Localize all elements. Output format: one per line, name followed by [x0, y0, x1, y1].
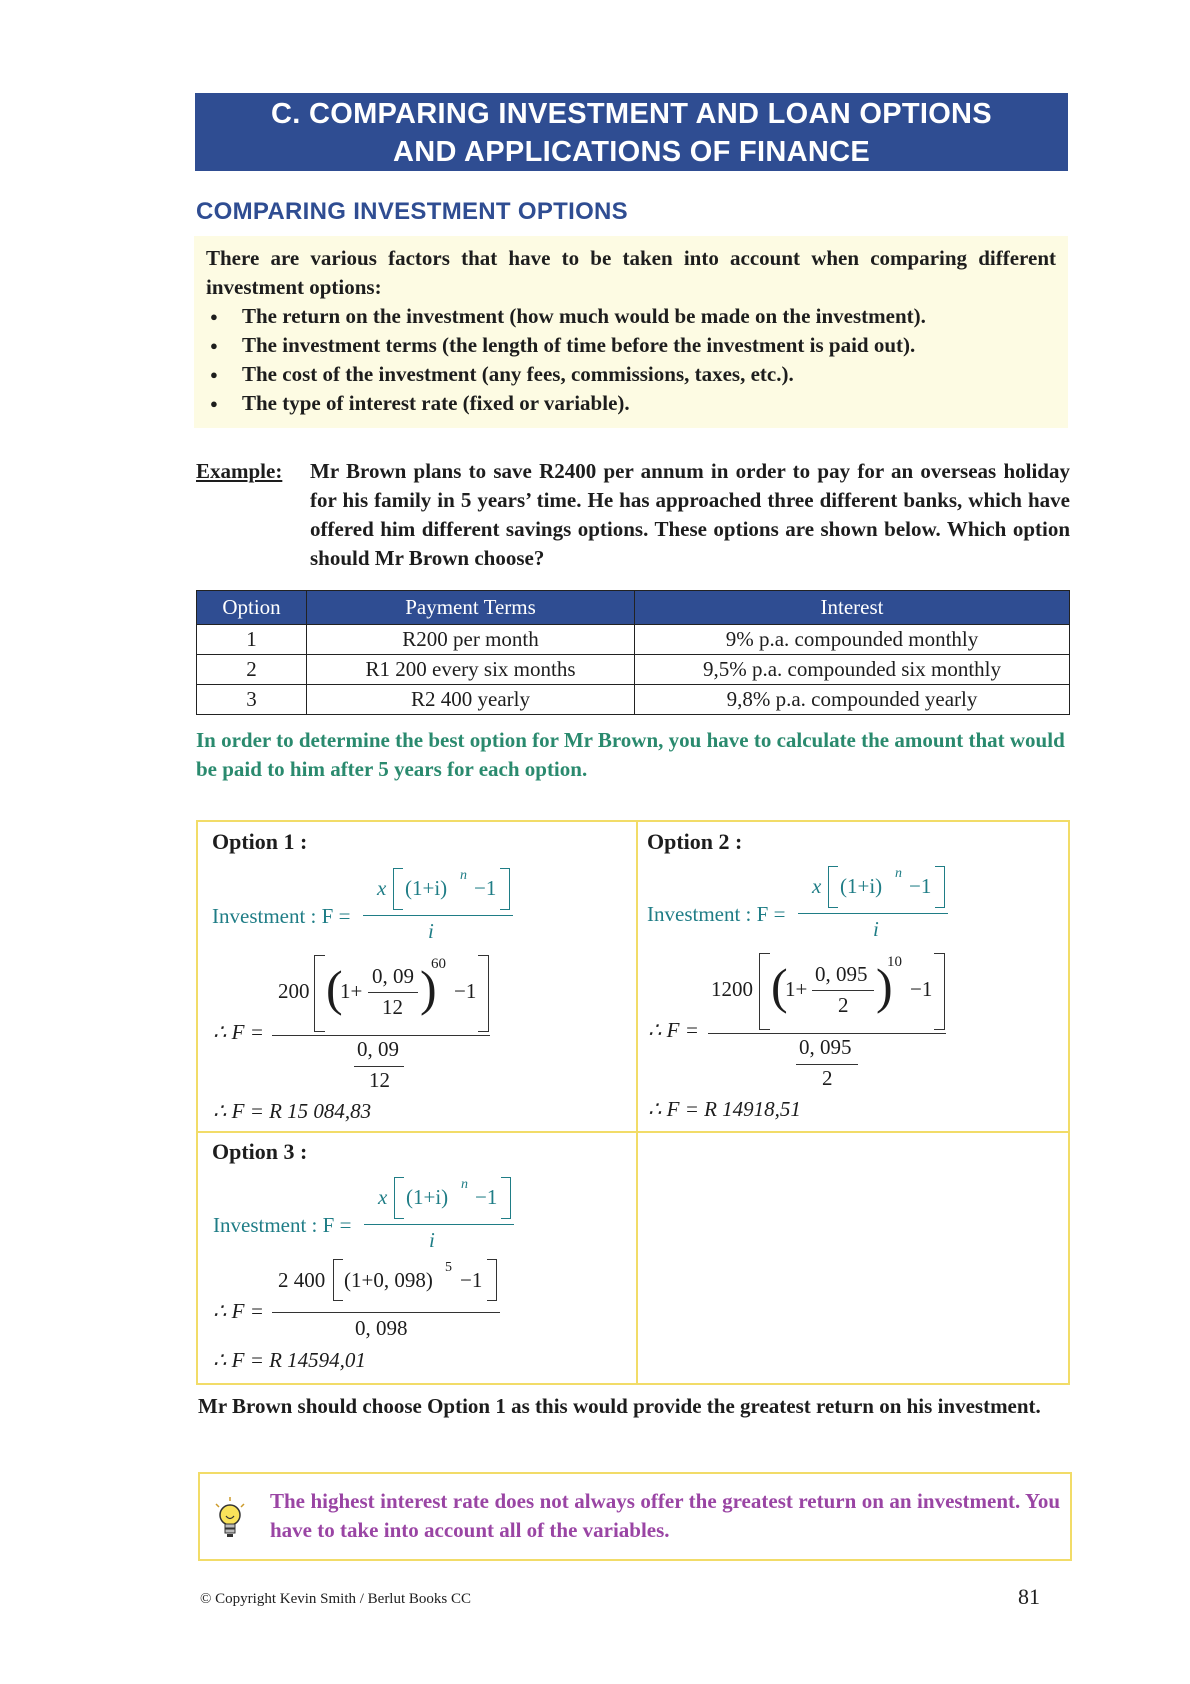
fraction-bar [798, 913, 948, 914]
page-number: 81 [1018, 1584, 1040, 1609]
option1-result: ∴ F = R 15 084,83 [213, 1099, 372, 1123]
denominator-denominator: 12 [369, 1068, 390, 1092]
bracket-right [487, 1259, 497, 1301]
denominator-numerator: 0, 09 [357, 1037, 399, 1061]
lightbulb-icon [213, 1496, 247, 1545]
option3-title: Option 3 : [212, 1139, 308, 1164]
cell-payment: R200 per month [307, 625, 635, 655]
minus-one: −1 [910, 977, 933, 1001]
paren-left: ( [326, 960, 343, 1016]
bracket-left [394, 1177, 404, 1219]
therefore-F: ∴ F = [648, 1018, 699, 1042]
therefore-F: ∴ F = [213, 1299, 264, 1323]
exponent: 10 [887, 954, 902, 970]
header-interest: Interest [635, 591, 1070, 625]
instruction-text: In order to determine the best option for Mr Brown, you have to calculate the amount that would be paid to him after 5 years for each option. [196, 728, 1065, 781]
banner-line-1: C. COMPARING INVESTMENT AND LOAN OPTIONS [271, 98, 992, 130]
factor-item: ● The investment terms (the length of time before the investment is paid out). [206, 331, 1056, 360]
bracket-right [500, 868, 510, 910]
fraction-bar [364, 1224, 514, 1225]
cell-option: 1 [197, 625, 307, 655]
fraction-bar [272, 1035, 490, 1036]
formula-minus: −1 [909, 874, 932, 898]
bracket-right [501, 1177, 511, 1219]
formula-core: (1+i) [405, 876, 448, 900]
formula-x: x [812, 874, 822, 898]
formula-denominator: i [428, 919, 434, 943]
formula-core: (1+i) [406, 1185, 449, 1209]
fraction-bar [272, 1312, 500, 1313]
table-row [197, 655, 1070, 685]
formula-exp: n [895, 866, 902, 881]
bracket-left [759, 953, 770, 1030]
fraction-bar [812, 990, 874, 991]
option2-result: ∴ F = R 14918,51 [648, 1097, 801, 1121]
factor-item: ● The return on the investment (how much would be made on the investment). [206, 302, 1056, 331]
fraction-bar [354, 1066, 404, 1067]
cell-interest: 9% p.a. compounded monthly [635, 625, 1070, 655]
bracket-left [393, 868, 403, 910]
grid-divider-vertical [636, 822, 638, 1383]
denominator-denominator: 2 [822, 1066, 833, 1090]
banner-line-2: AND APPLICATIONS OF FINANCE [393, 136, 870, 168]
coef: 200 [278, 979, 310, 1003]
exponent: 60 [431, 956, 446, 972]
investment-label: Investment : F = [213, 1213, 352, 1237]
bracket-left [333, 1259, 343, 1301]
formula-x: x [377, 876, 387, 900]
cell-interest: 9,8% p.a. compounded yearly [635, 685, 1070, 715]
coef: 2 400 [278, 1268, 326, 1292]
chapter-banner [195, 93, 1068, 171]
tip-text: The highest interest rate does not always offer the greatest return on an investment. You have to take into account all of the variables. [270, 1489, 1060, 1542]
bracket-left [314, 955, 325, 1032]
factors-box [194, 236, 1068, 428]
paren-right: ) [420, 960, 437, 1016]
exponent: 5 [445, 1260, 452, 1275]
investment-label: Investment : F = [212, 904, 351, 928]
cell-payment: R1 200 every six months [307, 655, 635, 685]
header-payment-terms: Payment Terms [307, 591, 635, 625]
bracket-left [828, 866, 838, 908]
paren-right: ) [876, 958, 893, 1014]
fraction-bar [796, 1064, 858, 1065]
factor-item: ● The type of interest rate (fixed or variable). [206, 389, 1056, 418]
option3-result: ∴ F = R 14594,01 [213, 1348, 366, 1372]
minus-one: −1 [454, 979, 477, 1003]
fraction-bar [368, 992, 418, 993]
minus-one: −1 [460, 1268, 483, 1292]
grid-divider-horizontal [198, 1131, 1068, 1133]
copyright-text: © Copyright Kevin Smith / Berlut Books CC [200, 1591, 471, 1607]
one-plus: 1+ [340, 979, 363, 1003]
factors-list [206, 302, 1056, 418]
formula-core: (1+i) [840, 874, 883, 898]
coef: 1200 [711, 977, 753, 1001]
therefore-F: ∴ F = [213, 1020, 264, 1044]
bracket-right [934, 953, 945, 1030]
paren-left: ( [771, 958, 788, 1014]
fraction-bar [708, 1033, 946, 1034]
table-header-row [197, 591, 1070, 625]
table-row [197, 625, 1070, 655]
cell-payment: R2 400 yearly [307, 685, 635, 715]
factors-intro: There are various factors that have to be taken into account when comparing different investment options: [206, 246, 1056, 299]
inner-term: (1+0, 098) [344, 1268, 433, 1292]
formula-minus: −1 [475, 1185, 498, 1209]
formula-exp: n [461, 1177, 468, 1192]
formula-denominator: i [429, 1228, 435, 1252]
options-table [196, 590, 1070, 715]
formula-exp: n [460, 868, 467, 883]
formula-x: x [378, 1185, 388, 1209]
example-label: Example: [196, 459, 283, 483]
bracket-right [478, 955, 489, 1032]
section-title: COMPARING INVESTMENT OPTIONS [196, 198, 628, 225]
example-text: Mr Brown plans to save R2400 per annum in order to pay for an overseas holiday for his family in 5 years’ time. He has approached three different banks, which have offered him different savings options. These options are shown below. Which option should Mr Brown choose? [310, 459, 1070, 570]
cell-interest: 9,5% p.a. compounded six monthly [635, 655, 1070, 685]
cell-option: 3 [197, 685, 307, 715]
table-row [197, 685, 1070, 715]
fraction-bar [363, 915, 513, 916]
factor-item: ● The cost of the investment (any fees, commissions, taxes, etc.). [206, 360, 1056, 389]
formula-minus: −1 [474, 876, 497, 900]
one-plus: 1+ [785, 977, 808, 1001]
investment-label: Investment : F = [647, 902, 786, 926]
example-block [196, 457, 1070, 573]
rate-numerator: 0, 095 [815, 962, 868, 986]
cell-option: 2 [197, 655, 307, 685]
denominator-numerator: 0, 095 [799, 1035, 852, 1059]
rate-denominator: 12 [382, 995, 403, 1019]
bracket-right [935, 866, 945, 908]
option1-title: Option 1 : [212, 829, 308, 854]
rate-numerator: 0, 09 [372, 964, 414, 988]
formula-denominator: i [873, 917, 879, 941]
rate-denominator: 2 [838, 993, 849, 1017]
conclusion-text: Mr Brown should choose Option 1 as this would provide the greatest return on his investment. [198, 1394, 1041, 1418]
header-option: Option [197, 591, 307, 625]
option2-title: Option 2 : [647, 829, 743, 854]
denominator: 0, 098 [355, 1316, 408, 1340]
